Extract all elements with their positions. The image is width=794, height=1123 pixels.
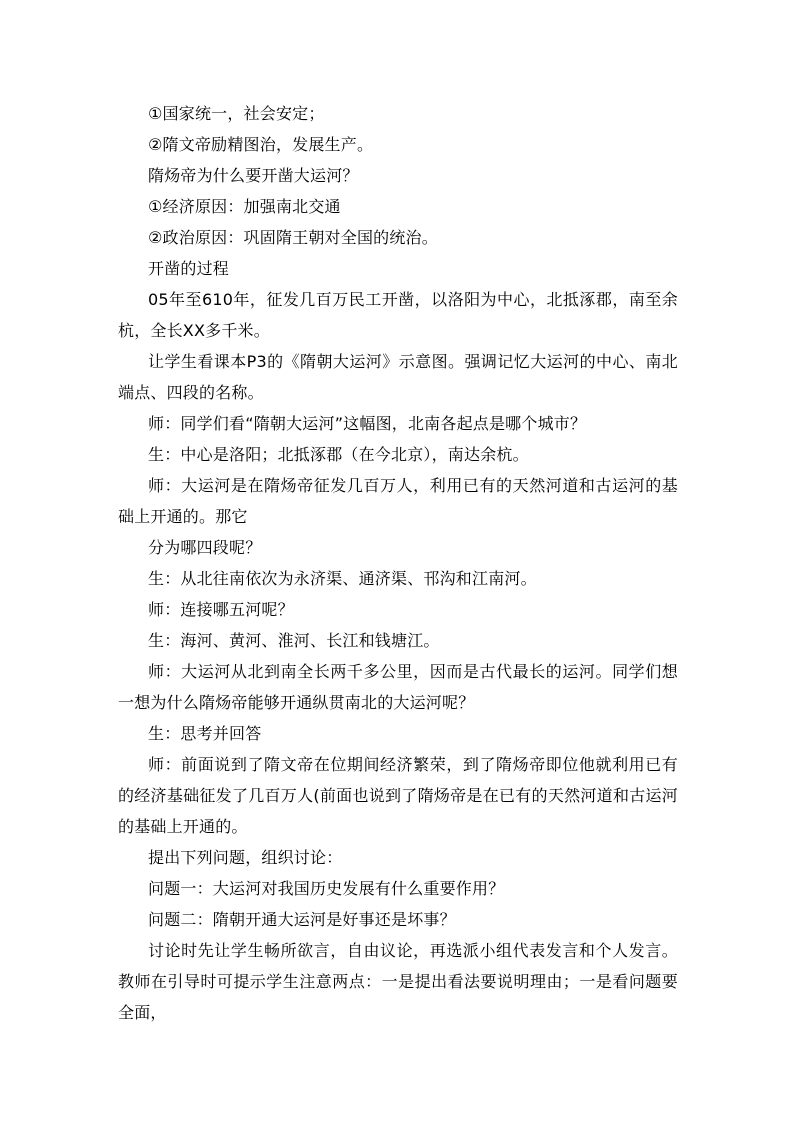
paragraph: 分为哪四段呢？ (148, 538, 262, 557)
paragraph: 师：大运河从北到南全长两千多公里，因而是古代最长的运河。同学们想一想为什么隋炀帝能够开通纵贯南北的大运河呢？ (118, 662, 678, 712)
paragraph: 提出下列问题，组织讨论： (148, 848, 343, 867)
paragraph: 让学生看课本P3的《隋朝大运河》示意图。强调记忆大运河的中心、南北端点、四段的名称。 (118, 352, 678, 402)
paragraph: ①国家统一，社会安定； (148, 104, 325, 123)
paragraph: 问题二：隋朝开通大运河是好事还是坏事？ (148, 910, 456, 929)
paragraph: 师：前面说到了隋文帝在位期间经济繁荣，到了隋炀帝即位他就利用已有的经济基础征发了几百万人(前面也说到了隋炀帝是在已有的天然河道和古运河的基础上开通的。 (118, 755, 678, 836)
paragraph: 问题一：大运河对我国历史发展有什么重要作用？ (148, 879, 505, 898)
paragraph: ①经济原因：加强南北交通 (148, 197, 341, 216)
paragraph: 讨论时先让学生畅所欲言，自由议论，再选派小组代表发言和个人发言。教师在引导时可提示学生注意两点：一是提出看法要说明理由；一是看问题要全面， (118, 941, 678, 1022)
paragraph: ②政治原因：巩固隋王朝对全国的统治。 (148, 228, 438, 247)
paragraph: ②隋文帝励精图治，发展生产。 (148, 135, 374, 154)
section-heading: 开凿的过程 (148, 259, 230, 278)
paragraph: 生：中心是洛阳；北抵涿郡（在今北京），南达余杭。 (148, 445, 529, 464)
paragraph: 生：思考并回答 (148, 724, 262, 743)
document-body (118, 98, 678, 1028)
paragraph: 生：从北往南依次为永济渠、通济渠、邗沟和江南河。 (148, 569, 537, 588)
paragraph: 师：同学们看“隋朝大运河”这幅图，北南各起点是哪个城市？ (148, 414, 587, 433)
paragraph: 师：大运河是在隋炀帝征发几百万人，利用已有的天然河道和古运河的基础上开通的。那它 (118, 476, 678, 526)
paragraph: 隋炀帝为什么要开凿大运河？ (148, 166, 359, 185)
paragraph: 05年至610年，征发几百万民工开凿，以洛阳为中心，北抵涿郡，南至余杭，全长XX多千米。 (118, 290, 678, 340)
paragraph: 生：海河、黄河、淮河、长江和钱塘江。 (148, 631, 440, 650)
paragraph: 师：连接哪五河呢？ (148, 600, 294, 619)
